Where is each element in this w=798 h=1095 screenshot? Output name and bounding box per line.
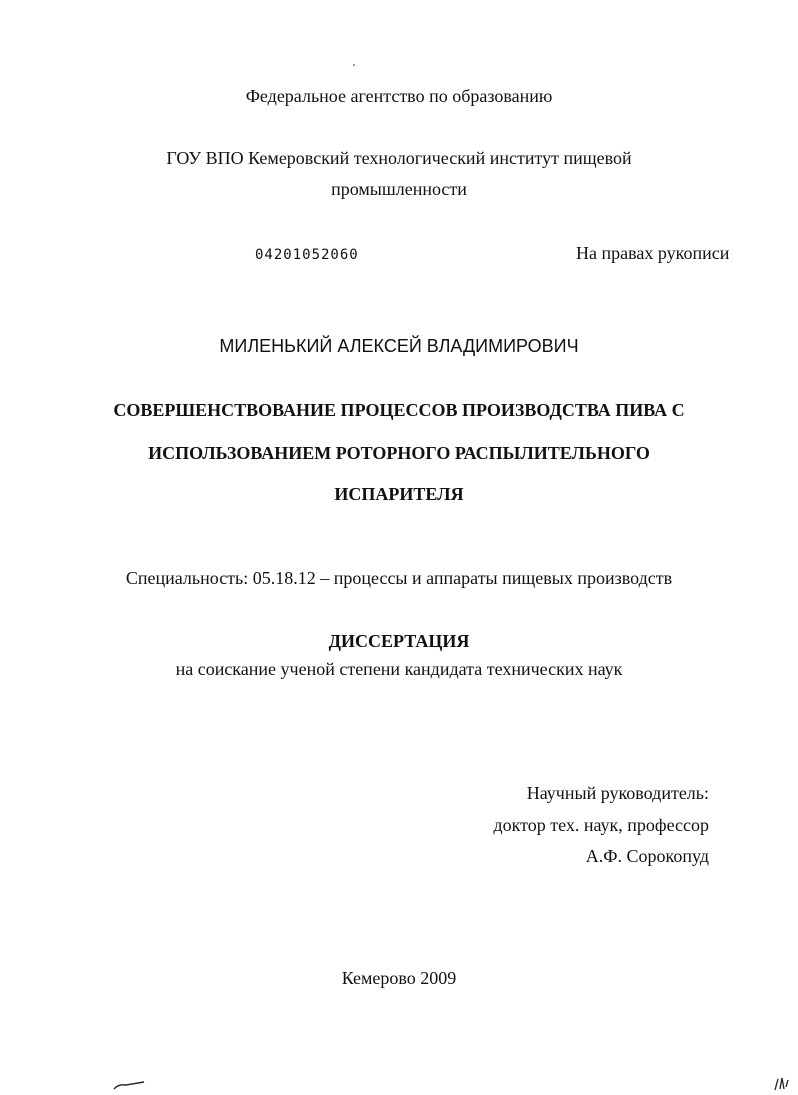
author-name: МИЛЕНЬКИЙ АЛЕКСЕЙ ВЛАДИМИРОВИЧ (219, 336, 579, 356)
thesis-title-line1: СОВЕРШЕНСТВОВАНИЕ ПРОЦЕССОВ ПРОИЗВОДСТВА ПИВА С (113, 400, 685, 420)
institution-name-line1: ГОУ ВПО Кемеровский технологический институт пищевой (166, 148, 632, 168)
supervisor-credentials: доктор тех. наук, профессор (493, 815, 709, 835)
thesis-title-line3: ИСПАРИТЕЛЯ (334, 484, 464, 504)
place-year: Кемерово 2009 (341, 968, 457, 988)
degree-line: на соискание ученой степени кандидата технических наук (175, 659, 623, 679)
supervisor-name: А.Ф. Сорокопуд (585, 846, 709, 866)
work-type-heading: ДИССЕРТАЦИЯ (328, 631, 470, 651)
registry-number: 04201052060 (255, 247, 359, 263)
pen-stroke-mark (112, 1080, 146, 1092)
corner-scribble-mark (772, 1075, 792, 1093)
agency-name: Федеральное агентство по образованию (245, 86, 553, 106)
thesis-title-line2: ИСПОЛЬЗОВАНИЕМ РОТОРНОГО РАСПЫЛИТЕЛЬНОГО (148, 443, 650, 463)
specialty-line: Специальность: 05.18.12 – процессы и аппараты пищевых производств (125, 568, 673, 588)
manuscript-note: На правах рукописи (576, 243, 730, 263)
scan-speck (353, 64, 355, 66)
institution-name-line2: промышленности (331, 179, 467, 199)
supervisor-label: Научный руководитель: (526, 783, 709, 803)
